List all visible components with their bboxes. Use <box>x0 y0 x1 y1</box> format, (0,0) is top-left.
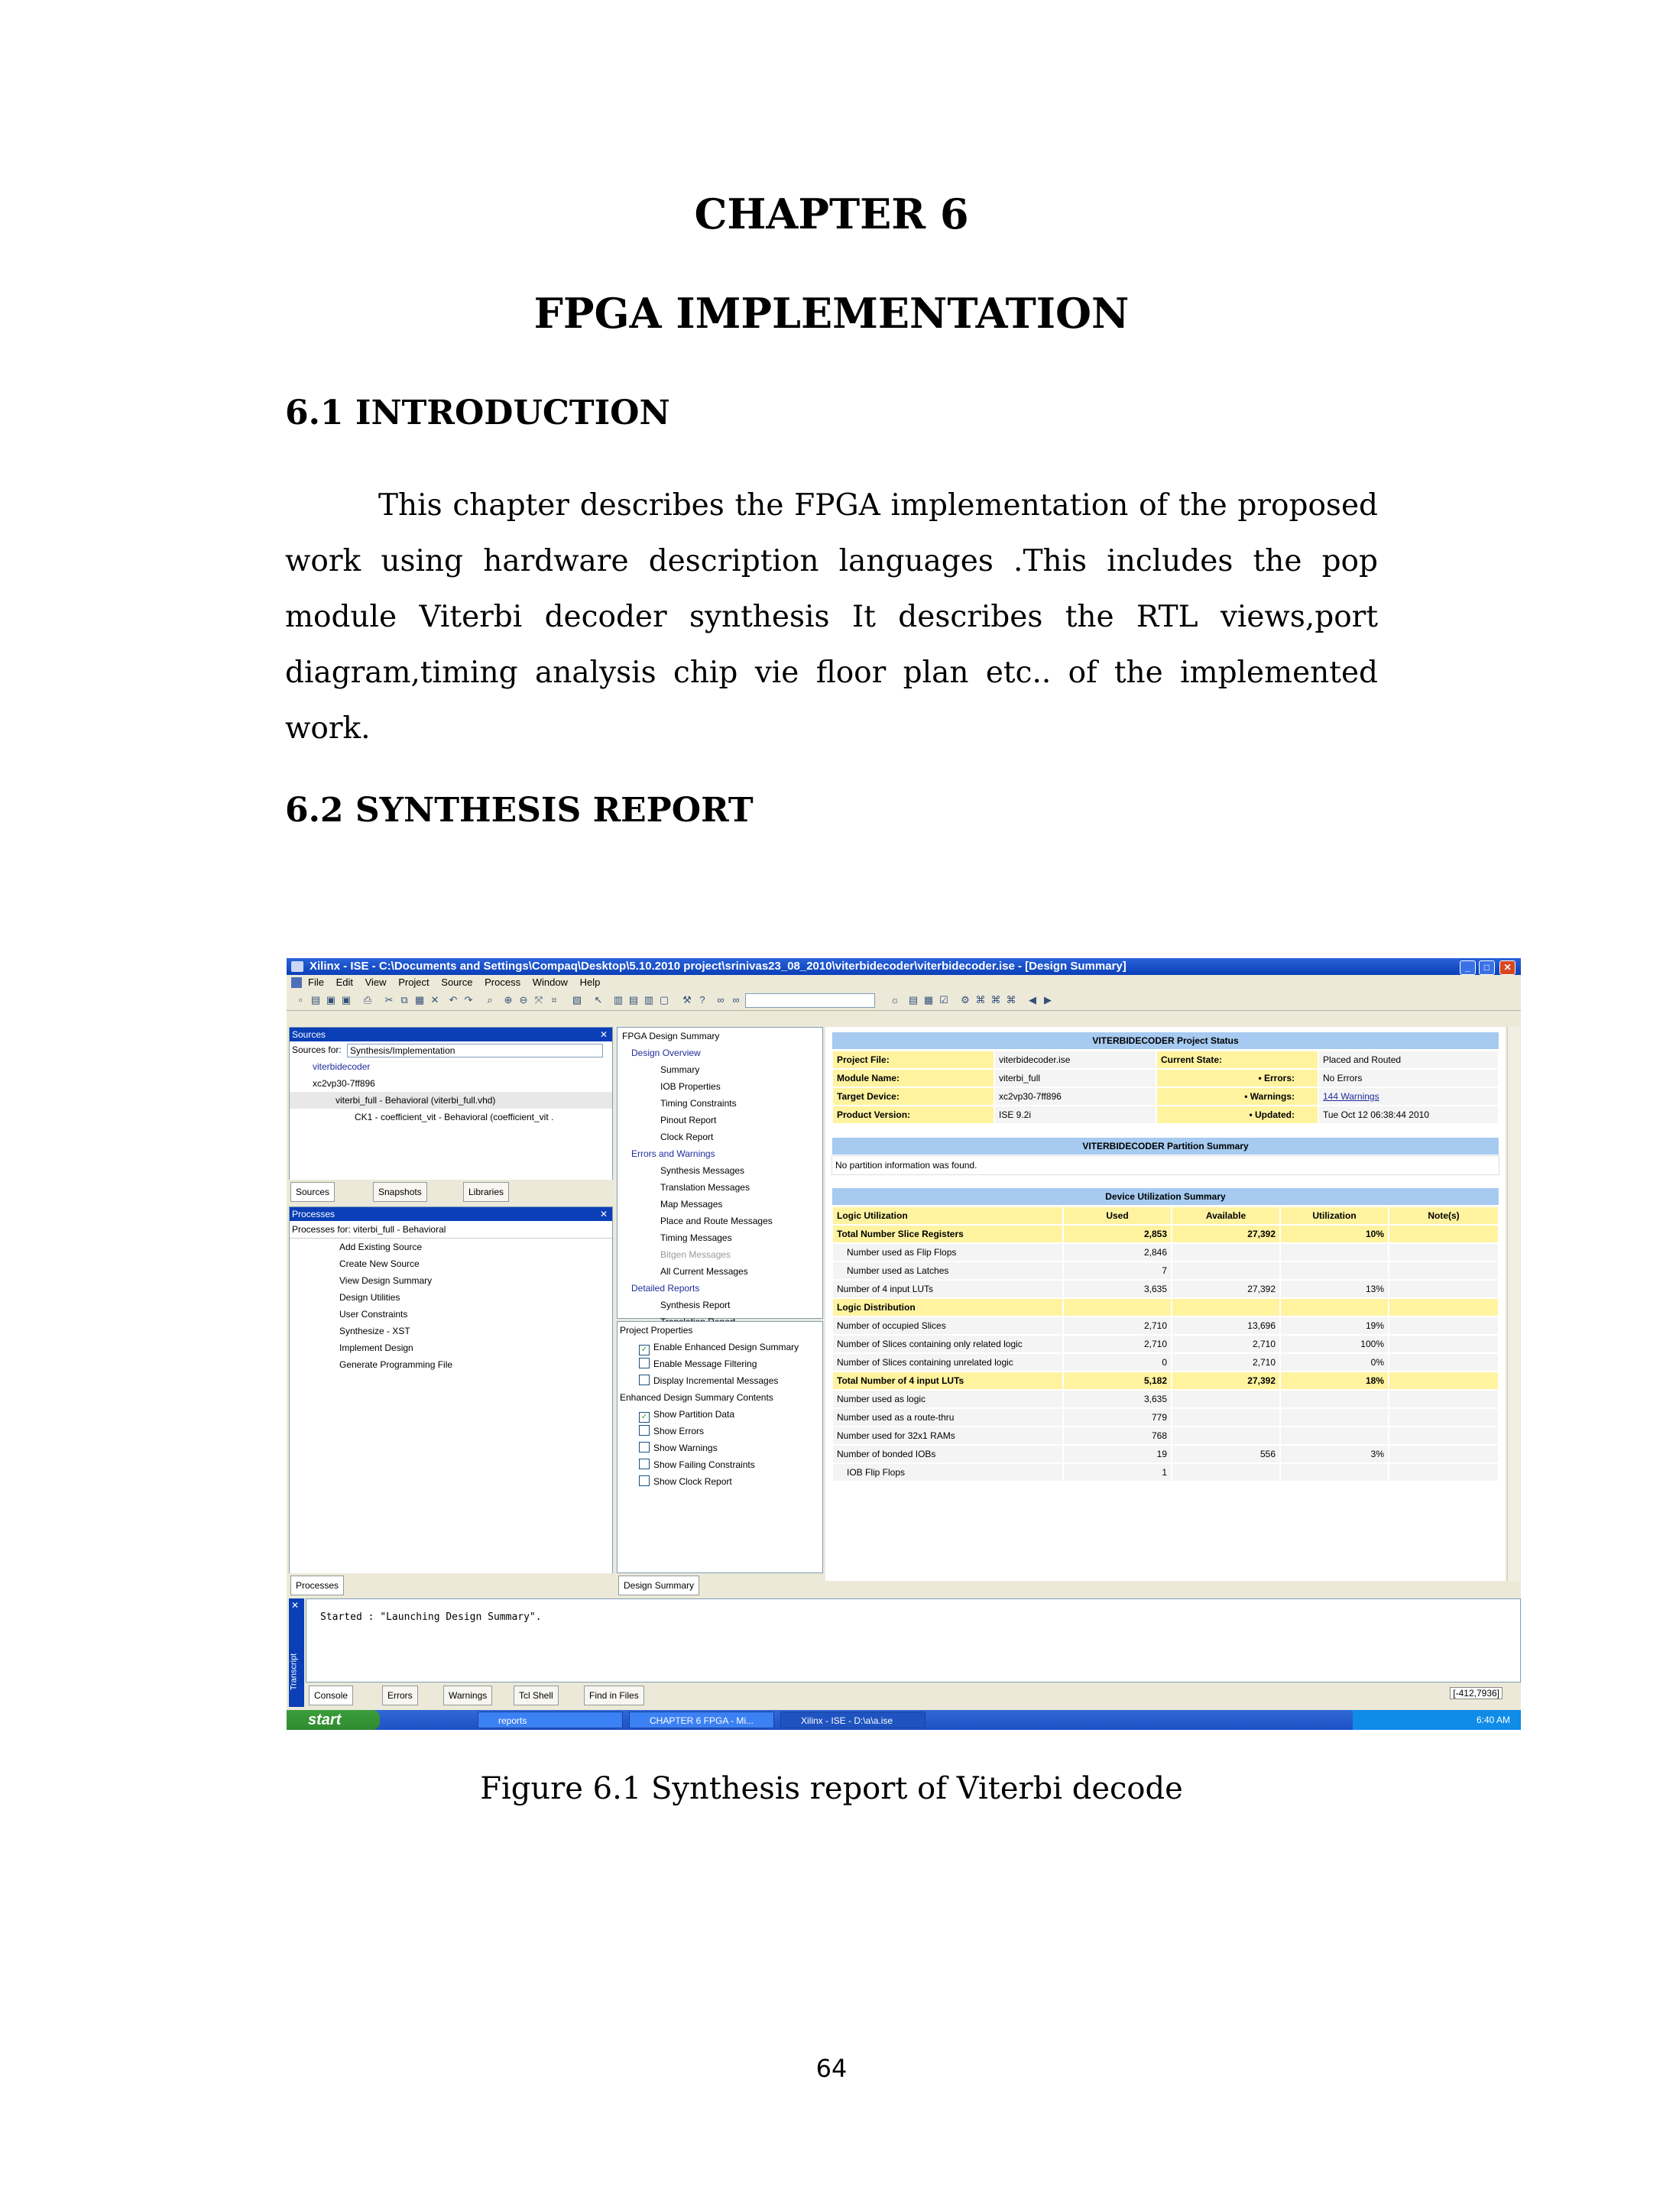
chapter-number: CHAPTER 6 <box>694 189 969 238</box>
table-cell-used: 2,710 <box>1063 1335 1172 1353</box>
table-cell-used <box>1063 1298 1172 1317</box>
partition-summary-title: VITERBIDECODER Partition Summary <box>832 1137 1499 1155</box>
table-row <box>832 1106 1499 1124</box>
intro-paragraph: This chapter describes the FPGA implementation of the proposed work using hardware description languages .This includes the pop module Viterbi decoder synthesis It describes the RTL views,port diagram,timing analysis chip vie floor plan etc.. of the implemented work. <box>285 488 1378 746</box>
transcript-label: Transcript <box>289 1653 299 1691</box>
status-key: Module Name: <box>832 1069 994 1087</box>
transcript-sidebar <box>289 1598 304 1707</box>
message-item[interactable]: Translation Messages <box>660 1182 750 1193</box>
sources-for-label: Sources for: <box>292 1044 342 1055</box>
zoom-out-icon[interactable]: ⊖ <box>519 994 528 1006</box>
status-value: viterbidecoder.ise <box>994 1051 1156 1069</box>
chapter-title: FPGA IMPLEMENTATION <box>533 289 1130 338</box>
tree-item-label: CK1 - coefficient_vit - Behavioral (coefficient_vit . <box>355 1112 554 1122</box>
xilinx-menu-icon <box>291 977 302 988</box>
tab-tcl-shell[interactable]: Tcl Shell <box>514 1686 559 1705</box>
table-cell-note <box>1389 1445 1499 1463</box>
hier3-icon[interactable]: ⌘ <box>1006 994 1016 1006</box>
processes-pane <box>289 1206 613 1575</box>
menu-items <box>308 975 609 990</box>
menu-process[interactable]: Process <box>485 976 521 988</box>
table-cell-note <box>1389 1463 1499 1482</box>
hier2-icon[interactable]: ⌘ <box>990 994 1001 1006</box>
status-value: Tue Oct 12 06:38:44 2010 <box>1318 1106 1499 1124</box>
open-icon[interactable]: ▤ <box>310 994 321 1006</box>
checkbox-icon[interactable] <box>639 1358 650 1368</box>
table-cell-avail <box>1172 1261 1280 1280</box>
table-row <box>832 1087 1499 1106</box>
table-cell-avail: 27,392 <box>1172 1225 1280 1243</box>
partition-summary-section <box>832 1137 1499 1175</box>
window-icon[interactable]: ▢ <box>659 994 669 1006</box>
table-cell-name: Number of bonded IOBs <box>832 1445 1063 1463</box>
process-item[interactable]: Design Utilities <box>339 1292 400 1303</box>
table-row <box>832 1427 1499 1445</box>
table-cell-used: 768 <box>1063 1427 1172 1445</box>
process-item[interactable]: Create New Source <box>339 1258 420 1269</box>
overview-item[interactable]: Pinout Report <box>660 1115 717 1125</box>
tab-sources[interactable]: Sources <box>290 1182 335 1202</box>
table-cell-note <box>1389 1335 1499 1353</box>
table-cell-used: 5,182 <box>1063 1372 1172 1390</box>
content-label: Show Partition Data <box>653 1409 735 1420</box>
xilinx-app-icon <box>291 961 303 972</box>
page-number: 64 <box>815 2054 848 2083</box>
find-icon[interactable]: ⌕ <box>487 994 493 1006</box>
tab-errors[interactable]: Errors <box>382 1686 418 1705</box>
transcript-tabs <box>306 1682 1519 1707</box>
overview-item[interactable]: Timing Constraints <box>660 1098 737 1109</box>
tree-item-label: viterbidecoder <box>313 1061 371 1072</box>
checkbox-checked-icon[interactable]: ✓ <box>639 1345 650 1355</box>
table-cell-avail <box>1172 1390 1280 1408</box>
summary-scrollbar[interactable] <box>1507 1027 1520 1581</box>
hier-icon[interactable]: ⌘ <box>975 994 986 1006</box>
table-cell-util: 3% <box>1280 1445 1389 1463</box>
processes-tabs <box>289 1573 613 1596</box>
tab-libraries[interactable]: Libraries <box>463 1182 509 1202</box>
table-cell-avail: 556 <box>1172 1445 1280 1463</box>
column-header: Available <box>1172 1206 1280 1225</box>
content-label: Show Failing Constraints <box>653 1459 755 1470</box>
edit-report-icon[interactable]: ▦ <box>923 994 934 1006</box>
sources-header-label: Sources <box>292 1029 326 1040</box>
message-item[interactable]: All Current Messages <box>660 1266 748 1277</box>
process-item[interactable]: Generate Programming File <box>339 1359 453 1370</box>
content-checkbox[interactable] <box>618 1456 822 1473</box>
menu-edit[interactable]: Edit <box>336 976 353 988</box>
overview-item[interactable]: Clock Report <box>660 1132 714 1142</box>
content-label: Show Clock Report <box>653 1476 732 1487</box>
table-cell-util: 18% <box>1280 1372 1389 1390</box>
summary-tabs <box>617 1573 823 1596</box>
content-label: Show Warnings <box>653 1443 718 1453</box>
table-cell-util <box>1280 1298 1389 1317</box>
menu-view[interactable]: View <box>365 976 387 988</box>
start-button[interactable]: start <box>287 1710 380 1730</box>
tab-console[interactable]: Console <box>309 1686 353 1705</box>
design-overview-node[interactable]: Design Overview <box>631 1048 701 1058</box>
project-properties-title: Project Properties <box>620 1325 693 1336</box>
table-cell-name: Logic Distribution <box>832 1298 1063 1317</box>
table-cell-avail <box>1172 1298 1280 1317</box>
menu-file[interactable]: File <box>308 976 324 988</box>
bulb-icon[interactable]: ☼ <box>890 994 900 1006</box>
project-status-table <box>832 1050 1499 1125</box>
toolbar <box>287 990 1521 1011</box>
message-item[interactable]: Bitgen Messages <box>660 1249 731 1260</box>
taskbar-item[interactable]: Xilinx - ISE - D:\a\a.ise <box>780 1712 926 1728</box>
delete-icon[interactable]: ✕ <box>430 994 439 1006</box>
table-row <box>832 1408 1499 1427</box>
zoom-in-icon[interactable]: ⊕ <box>504 994 513 1006</box>
table-cell-util: 13% <box>1280 1280 1389 1298</box>
table-cell-name: Number used as a route-thru <box>832 1408 1063 1427</box>
status-value: ISE 9.2i <box>994 1106 1156 1124</box>
table-row <box>832 1335 1499 1353</box>
design-icon[interactable]: ▧ <box>572 994 582 1006</box>
save-all-icon[interactable]: ▣ <box>341 994 352 1006</box>
table-cell-avail: 2,710 <box>1172 1353 1280 1372</box>
transcript-close-icon[interactable]: ✕ <box>291 1600 300 1611</box>
table-row <box>832 1390 1499 1408</box>
table-cell-used: 779 <box>1063 1408 1172 1427</box>
sources-tabs <box>289 1180 613 1203</box>
message-item[interactable]: Place and Route Messages <box>660 1216 773 1226</box>
windows-taskbar <box>287 1710 1521 1730</box>
table-cell-avail: 2,710 <box>1172 1335 1280 1353</box>
paste-icon[interactable]: ▦ <box>414 994 425 1006</box>
device-utilization-section <box>832 1187 1499 1482</box>
table-cell-used: 3,635 <box>1063 1280 1172 1298</box>
status-value: xc2vp30-7ff896 <box>994 1087 1156 1106</box>
table-row <box>832 1353 1499 1372</box>
status-key: • Warnings: <box>1156 1087 1318 1106</box>
table-cell-used: 3,635 <box>1063 1390 1172 1408</box>
ise-screenshot <box>287 958 1521 1730</box>
column-header: Used <box>1063 1206 1172 1225</box>
status-key: • Errors: <box>1156 1069 1318 1087</box>
table-cell-name: Number of occupied Slices <box>832 1317 1063 1335</box>
processes-header <box>290 1207 612 1221</box>
close-button[interactable]: ✕ <box>1499 960 1516 975</box>
table-cell-used: 2,853 <box>1063 1225 1172 1243</box>
table-cell-util <box>1280 1427 1389 1445</box>
table-cell-avail <box>1172 1408 1280 1427</box>
maximize-button[interactable]: □ <box>1479 960 1495 975</box>
tab-processes[interactable]: Processes <box>290 1576 344 1595</box>
table-cell-note <box>1389 1353 1499 1372</box>
table-cell-note <box>1389 1280 1499 1298</box>
menu-window[interactable]: Window <box>532 976 568 988</box>
status-value: viterbi_full <box>994 1069 1156 1087</box>
table-cell-used: 2,846 <box>1063 1243 1172 1261</box>
column-header: Note(s) <box>1389 1206 1499 1225</box>
sources-pane <box>289 1027 613 1181</box>
table-row <box>832 1261 1499 1280</box>
table-row <box>832 1445 1499 1463</box>
table-cell-util: 0% <box>1280 1353 1389 1372</box>
table-cell-used: 1 <box>1063 1463 1172 1482</box>
status-key: Target Device: <box>832 1087 994 1106</box>
table-cell-name: Total Number of 4 input LUTs <box>832 1372 1063 1390</box>
column-header: Logic Utilization <box>832 1206 1063 1225</box>
property-checkbox[interactable] <box>618 1339 822 1355</box>
process-item[interactable]: Synthesize - XST <box>339 1326 410 1336</box>
table-cell-name: Number of 4 input LUTs <box>832 1280 1063 1298</box>
processes-header-label: Processes <box>292 1209 336 1219</box>
tree-item[interactable] <box>290 1075 612 1092</box>
table-cell-note <box>1389 1408 1499 1427</box>
summary-tree-pane <box>617 1027 823 1319</box>
tools-icon[interactable]: ⚒ <box>682 994 692 1006</box>
table-cell-name: Number used as Flip Flops <box>832 1243 1063 1261</box>
table-cell-avail <box>1172 1427 1280 1445</box>
checkbox-icon[interactable] <box>639 1442 650 1453</box>
message-item[interactable]: Timing Messages <box>660 1232 732 1243</box>
section-1-heading: 6.1 INTRODUCTION <box>285 393 670 432</box>
table-cell-used: 7 <box>1063 1261 1172 1280</box>
tree-item-label: xc2vp30-7ff896 <box>313 1078 375 1089</box>
overview-item[interactable]: Summary <box>660 1064 700 1075</box>
tree-item[interactable] <box>290 1109 612 1125</box>
status-value: No Errors <box>1318 1069 1499 1087</box>
content-label: Show Errors <box>653 1426 705 1436</box>
console-output: Started : "Launching Design Summary". <box>320 1611 542 1623</box>
warnings-link[interactable]: 144 Warnings <box>1318 1087 1499 1106</box>
checkbox-checked-icon[interactable]: ✓ <box>639 1412 650 1423</box>
status-value: Placed and Routed <box>1318 1051 1499 1069</box>
menu-source[interactable]: Source <box>441 976 473 988</box>
tab-design-summary[interactable]: Design Summary <box>618 1576 699 1595</box>
menu-project[interactable]: Project <box>398 976 430 988</box>
process-item[interactable]: Add Existing Source <box>339 1242 423 1252</box>
menu-bar <box>287 975 1521 990</box>
table-cell-util <box>1280 1390 1389 1408</box>
property-label: Display Incremental Messages <box>653 1375 779 1386</box>
process-item[interactable]: Implement Design <box>339 1342 413 1353</box>
property-checkbox[interactable] <box>618 1372 822 1389</box>
zoom-area-icon[interactable]: ⌗ <box>551 994 557 1006</box>
processes-close-icon[interactable]: ✕ <box>599 1209 608 1219</box>
report-item[interactable]: Synthesis Report <box>660 1300 731 1310</box>
section-2-heading: 6.2 SYNTHESIS REPORT <box>285 791 754 830</box>
table-cell-name: Total Number Slice Registers <box>832 1225 1063 1243</box>
content-checkbox[interactable] <box>618 1423 822 1440</box>
binoculars-icon[interactable]: ∞ <box>717 994 725 1006</box>
summary-root[interactable]: FPGA Design Summary <box>622 1031 720 1041</box>
table-cell-avail: 13,696 <box>1172 1317 1280 1335</box>
checkbox-icon[interactable] <box>639 1475 650 1486</box>
property-label: Enable Enhanced Design Summary <box>653 1342 799 1352</box>
table-cell-name: Number used as Latches <box>832 1261 1063 1280</box>
content-checkbox[interactable] <box>618 1440 822 1456</box>
table-cell-avail: 27,392 <box>1172 1280 1280 1298</box>
find-next-icon[interactable]: ∞ <box>732 994 740 1006</box>
table-row <box>832 1051 1499 1069</box>
check-icon[interactable]: ☑ <box>939 994 948 1006</box>
table-row <box>832 1298 1499 1317</box>
tab-find-in-files[interactable]: Find in Files <box>584 1686 644 1705</box>
table-cell-avail <box>1172 1243 1280 1261</box>
project-status-title: VITERBIDECODER Project Status <box>832 1032 1499 1050</box>
taskbar-item[interactable]: CHAPTER 6 FPGA - Mi... <box>629 1712 774 1728</box>
table-cell-note <box>1389 1225 1499 1243</box>
system-tray <box>1353 1710 1521 1730</box>
status-key: • Updated: <box>1156 1106 1318 1124</box>
table-cell-util <box>1280 1243 1389 1261</box>
table-cell-util: 19% <box>1280 1317 1389 1335</box>
partition-summary-text: No partition information was found. <box>832 1155 1499 1175</box>
sources-for-select[interactable]: Synthesis/Implementation <box>347 1044 603 1057</box>
toolbar-search-combo[interactable] <box>745 993 875 1008</box>
property-label: Enable Message Filtering <box>653 1359 757 1369</box>
minimize-button[interactable]: _ <box>1460 960 1476 975</box>
print-icon[interactable]: ⎙ <box>363 994 372 1006</box>
sources-for-row <box>290 1041 612 1058</box>
processes-for-label: Processes for: viterbi_full - Behavioral <box>290 1221 612 1239</box>
table-row <box>832 1243 1499 1261</box>
checkbox-icon[interactable] <box>639 1425 650 1436</box>
cascade-icon[interactable]: ▥ <box>613 994 624 1006</box>
table-cell-used: 19 <box>1063 1445 1172 1463</box>
table-cell-avail <box>1172 1463 1280 1482</box>
status-key: Current State: <box>1156 1051 1318 1069</box>
content-checkbox[interactable] <box>618 1406 822 1423</box>
window-title: Xilinx - ISE - C:\Documents and Settings\Compaq\Desktop\5.10.2010 project\srinivas23_08_2010\viterbidecoder\viterbidecoder.ise - [Design Summary] <box>310 960 1126 973</box>
gear-icon[interactable]: ⚙ <box>961 994 970 1006</box>
undo-icon[interactable]: ↶ <box>449 994 458 1006</box>
message-item[interactable]: Synthesis Messages <box>660 1165 745 1176</box>
table-row <box>832 1317 1499 1335</box>
figure-caption: Figure 6.1 Synthesis report of Viterbi decode <box>480 1771 1183 1806</box>
tree-item[interactable] <box>290 1092 612 1109</box>
process-item[interactable]: User Constraints <box>339 1309 408 1320</box>
cursor-coordinates: [-412,7936] <box>1450 1687 1503 1699</box>
clock: 6:40 AM <box>1476 1715 1510 1725</box>
table-cell-name: Number of Slices containing unrelated logic <box>832 1353 1063 1372</box>
device-utilization-table <box>832 1206 1499 1482</box>
table-cell-used: 2,710 <box>1063 1317 1172 1335</box>
project-properties-pane <box>617 1321 823 1573</box>
detailed-reports-node[interactable]: Detailed Reports <box>631 1283 700 1294</box>
forward-icon[interactable]: ▶ <box>1044 994 1052 1006</box>
table-header-row <box>832 1206 1499 1225</box>
checkbox-icon[interactable] <box>639 1375 650 1385</box>
table-row <box>832 1069 1499 1087</box>
back-icon[interactable]: ◀ <box>1029 994 1036 1006</box>
transcript-console <box>306 1598 1521 1682</box>
status-key: Product Version: <box>832 1106 994 1124</box>
tile-h-icon[interactable]: ▤ <box>628 994 639 1006</box>
tree-item[interactable] <box>290 1058 612 1075</box>
table-cell-name: Number used for 32x1 RAMs <box>832 1427 1063 1445</box>
message-item[interactable]: Map Messages <box>660 1199 723 1210</box>
tree-item-label: viterbi_full - Behavioral (viterbi_full.vhd) <box>336 1095 496 1106</box>
sources-header <box>290 1028 612 1041</box>
table-row <box>832 1372 1499 1390</box>
property-checkbox[interactable] <box>618 1355 822 1372</box>
save-icon[interactable]: ▣ <box>326 994 336 1006</box>
section-1-body <box>285 478 1378 756</box>
table-cell-note <box>1389 1390 1499 1408</box>
tile-v-icon[interactable]: ▥ <box>643 994 654 1006</box>
table-cell-note <box>1389 1243 1499 1261</box>
table-cell-name: Number used as logic <box>832 1390 1063 1408</box>
tab-snapshots[interactable]: Snapshots <box>373 1182 427 1202</box>
process-item[interactable]: View Design Summary <box>339 1275 433 1286</box>
cut-icon[interactable]: ✂ <box>384 994 394 1006</box>
table-row <box>832 1463 1499 1482</box>
design-summary-panel <box>825 1027 1506 1581</box>
table-cell-util <box>1280 1408 1389 1427</box>
status-key: Project File: <box>832 1051 994 1069</box>
report-icon[interactable]: ▤ <box>908 994 919 1006</box>
tab-warnings[interactable]: Warnings <box>443 1686 492 1705</box>
project-status-section <box>832 1032 1499 1125</box>
sources-close-icon[interactable]: ✕ <box>599 1029 608 1040</box>
table-cell-util: 10% <box>1280 1225 1389 1243</box>
table-cell-note <box>1389 1372 1499 1390</box>
table-cell-note <box>1389 1261 1499 1280</box>
table-cell-util: 100% <box>1280 1335 1389 1353</box>
help-icon[interactable]: ? <box>699 994 705 1006</box>
errors-warnings-node[interactable]: Errors and Warnings <box>631 1148 715 1159</box>
menu-help[interactable]: Help <box>579 976 601 988</box>
table-row <box>832 1225 1499 1243</box>
table-cell-avail: 27,392 <box>1172 1372 1280 1390</box>
content-checkbox[interactable] <box>618 1473 822 1490</box>
overview-item[interactable]: IOB Properties <box>660 1081 721 1092</box>
table-cell-note <box>1389 1317 1499 1335</box>
new-icon[interactable]: ▫ <box>298 994 303 1006</box>
table-row <box>832 1280 1499 1298</box>
column-header: Utilization <box>1280 1206 1389 1225</box>
table-cell-name: Number of Slices containing only related logic <box>832 1335 1063 1353</box>
table-cell-name: IOB Flip Flops <box>832 1463 1063 1482</box>
window-titlebar <box>287 958 1521 975</box>
select-icon[interactable]: ↖ <box>594 994 603 1006</box>
table-cell-note <box>1389 1427 1499 1445</box>
copy-icon[interactable]: ⧉ <box>400 994 408 1006</box>
redo-icon[interactable]: ↷ <box>464 994 473 1006</box>
taskbar-item[interactable]: reports <box>478 1712 623 1728</box>
device-utilization-title: Device Utilization Summary <box>832 1187 1499 1206</box>
table-cell-util <box>1280 1261 1389 1280</box>
zoom-fit-icon[interactable]: ⤧ <box>534 994 543 1006</box>
checkbox-icon[interactable] <box>639 1459 650 1469</box>
table-cell-note <box>1389 1298 1499 1317</box>
contents-title: Enhanced Design Summary Contents <box>620 1392 773 1403</box>
table-cell-used: 0 <box>1063 1353 1172 1372</box>
table-cell-util <box>1280 1463 1389 1482</box>
